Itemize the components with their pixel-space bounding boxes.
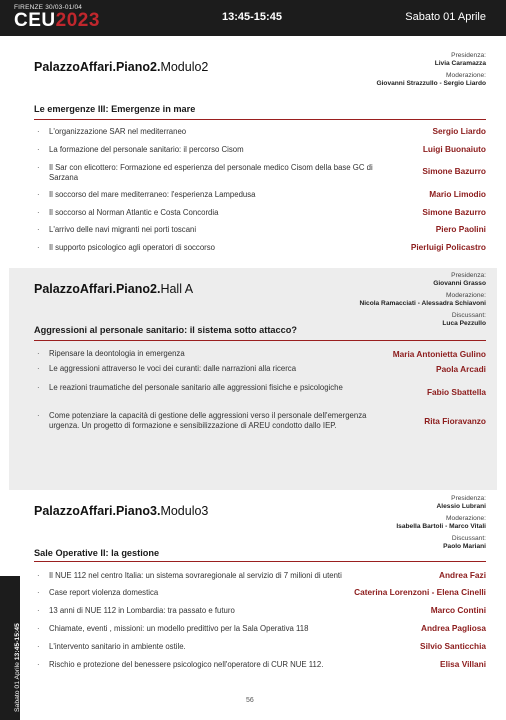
logo-text: CEU (14, 10, 56, 31)
role-label: Discussant: (451, 535, 486, 542)
side-tab-label (14, 623, 21, 712)
talk-title: Il soccorso al Norman Atlantic e Costa Concordia (49, 208, 219, 217)
bullet: · (37, 411, 40, 420)
role-label: Presidenza: (451, 272, 486, 279)
talk-title: Le aggressioni attraverso le voci dei curanti: dalle narrazioni alla ricerca (49, 364, 297, 373)
talk-title: Come potenziare la capacità di gestione delle aggressioni verso il personale dell'emergenza urgenza. Un progetto di formazione e sensibilizzazione di AREU condotto dallo IEP. (49, 411, 367, 430)
session-title: Aggressioni al personale sanitario: il sistema sotto attacco? (34, 325, 297, 335)
talk-title: Rischio e protezione del benessere psicologico nell'operatore di CUR NUE 112. (49, 660, 324, 669)
bullet: · (37, 642, 40, 651)
role-names: Nicola Ramacciati - Alessadra Schiavoni (359, 300, 486, 307)
venue-room: Modulo3 (160, 504, 209, 518)
bullet: · (37, 571, 40, 580)
venue-building: PalazzoAffari.Piano3. (34, 504, 161, 518)
talk-title: Le reazioni traumatiche del personale sanitario alle aggressioni fisiche e psicologiche (49, 383, 343, 392)
session-venue (34, 282, 193, 296)
event-logo (14, 11, 100, 30)
section-rule (34, 340, 486, 341)
talk-speaker: Sergio Liardo (432, 126, 486, 136)
venue-building: PalazzoAffari.Piano2. (34, 282, 161, 296)
talk-speaker: Mario Limodio (429, 189, 486, 199)
page-number: 56 (246, 697, 254, 704)
talk-speaker: Paola Arcadi (436, 364, 486, 374)
session-venue (34, 60, 208, 74)
talk-title: Il supporto psicologico agli operatori di soccorso (49, 243, 215, 252)
role-label: Presidenza: (451, 495, 486, 502)
session-roles (376, 52, 486, 92)
talk-speaker: Rita Fioravanzo (424, 416, 486, 426)
talk-title: Chiamate, eventi , missioni: un modello predittivo per la Sala Operativa 118 (49, 624, 309, 633)
bullet: · (37, 127, 40, 136)
talk-speaker: Pierluigi Policastro (410, 242, 486, 252)
session-title: Le emergenze III: Emergenze in mare (34, 104, 196, 114)
talk-title: L'arrivo delle navi migranti nei porti toscani (49, 225, 197, 234)
venue-building: PalazzoAffari.Piano2. (34, 60, 161, 74)
talk-title: L'intervento sanitario in ambiente ostile. (49, 642, 186, 651)
side-tab-time: 13:45-15:45 (14, 623, 21, 661)
side-tab-day: Sabato 01 Aprile (14, 662, 21, 712)
talk-speaker: Andrea Pagliosa (420, 623, 486, 633)
session-venue (34, 504, 208, 518)
talk-speaker: Piero Paolini (435, 224, 486, 234)
bullet: · (37, 349, 40, 358)
section-rule (34, 119, 486, 120)
talk-speaker: Silvio Santicchia (420, 641, 486, 651)
talk-speaker: Luigi Buonaiuto (422, 144, 486, 154)
role-label: Discussant: (451, 312, 486, 319)
bullet: · (37, 225, 40, 234)
session-block (9, 268, 497, 490)
bullet: · (37, 660, 40, 669)
talk-speaker: Marco Contini (430, 605, 486, 615)
role-names: Paolo Mariani (443, 543, 486, 550)
bullet: · (37, 208, 40, 217)
role-names: Alessio Lubrani (436, 503, 486, 510)
time-slot: 13:45-15:45 (222, 11, 282, 23)
bullet: · (37, 364, 40, 373)
talk-title: Ripensare la deontologia in emergenza (49, 349, 185, 358)
talk-title: L'organizzazione SAR nel mediterraneo (49, 127, 187, 136)
talk-title: Il soccorso del mare mediterraneo: l'esperienza Lampedusa (49, 190, 256, 199)
talk-title: Il NUE 112 nel centro Italia: un sistema sovraregionale al servizio di 7 milioni di utenti (49, 571, 342, 580)
bullet: · (37, 243, 40, 252)
session-title: Sale Operative II: la gestione (34, 548, 160, 558)
bullet: · (37, 588, 40, 597)
role-names: Luca Pezzullo (442, 320, 486, 327)
event-dates: FIRENZE 30/03-01/04 (14, 4, 83, 11)
talk-speaker: Simone Bazurro (422, 166, 486, 176)
header-bar (0, 0, 506, 36)
bullet: · (37, 624, 40, 633)
role-label: Moderazione: (446, 292, 486, 299)
talk-speaker: Maria Antonietta Gulino (392, 349, 486, 359)
role-names: Giovanni Strazzullo - Sergio Liardo (376, 80, 486, 87)
session-roles (396, 495, 486, 555)
talk-title: Il Sar con elicottero: Formazione ed esperienza del personale medico Cisom della base GC di Sarzana (49, 163, 373, 182)
venue-room: Modulo2 (160, 60, 209, 74)
bullet: · (37, 190, 40, 199)
talk-title: La formazione del personale sanitario: il percorso Cisom (49, 145, 244, 154)
role-label: Moderazione: (446, 72, 486, 79)
bullet: · (37, 145, 40, 154)
talk-title: 13 anni di NUE 112 in Lombardia: tra passato e futuro (49, 606, 235, 615)
talk-speaker: Andrea Fazi (438, 570, 486, 580)
talk-speaker: Fabio Sbattella (426, 387, 486, 397)
venue-room: Hall A (160, 282, 194, 296)
role-label: Moderazione: (446, 515, 486, 522)
talk-title: Case report violenza domestica (49, 588, 159, 597)
talk-speaker: Elisa Villani (440, 659, 486, 669)
bullet: · (37, 163, 40, 172)
role-names: Livia Caramazza (434, 60, 486, 67)
bullet: · (37, 383, 40, 392)
day-label: Sabato 01 Aprile (405, 11, 486, 23)
talk-speaker: Simone Bazurro (422, 207, 486, 217)
bullet: · (37, 606, 40, 615)
logo-year: 2023 (55, 10, 100, 31)
role-label: Presidenza: (451, 52, 486, 59)
role-names: Giovanni Grasso (433, 280, 486, 287)
session-block (9, 490, 497, 690)
section-rule (34, 561, 486, 562)
session-roles (359, 272, 486, 332)
talk-speaker: Caterina Lorenzoni - Elena Cinelli (354, 587, 486, 597)
session-block (9, 48, 497, 268)
role-names: Isabella Bartoli - Marco Vitali (396, 523, 486, 530)
